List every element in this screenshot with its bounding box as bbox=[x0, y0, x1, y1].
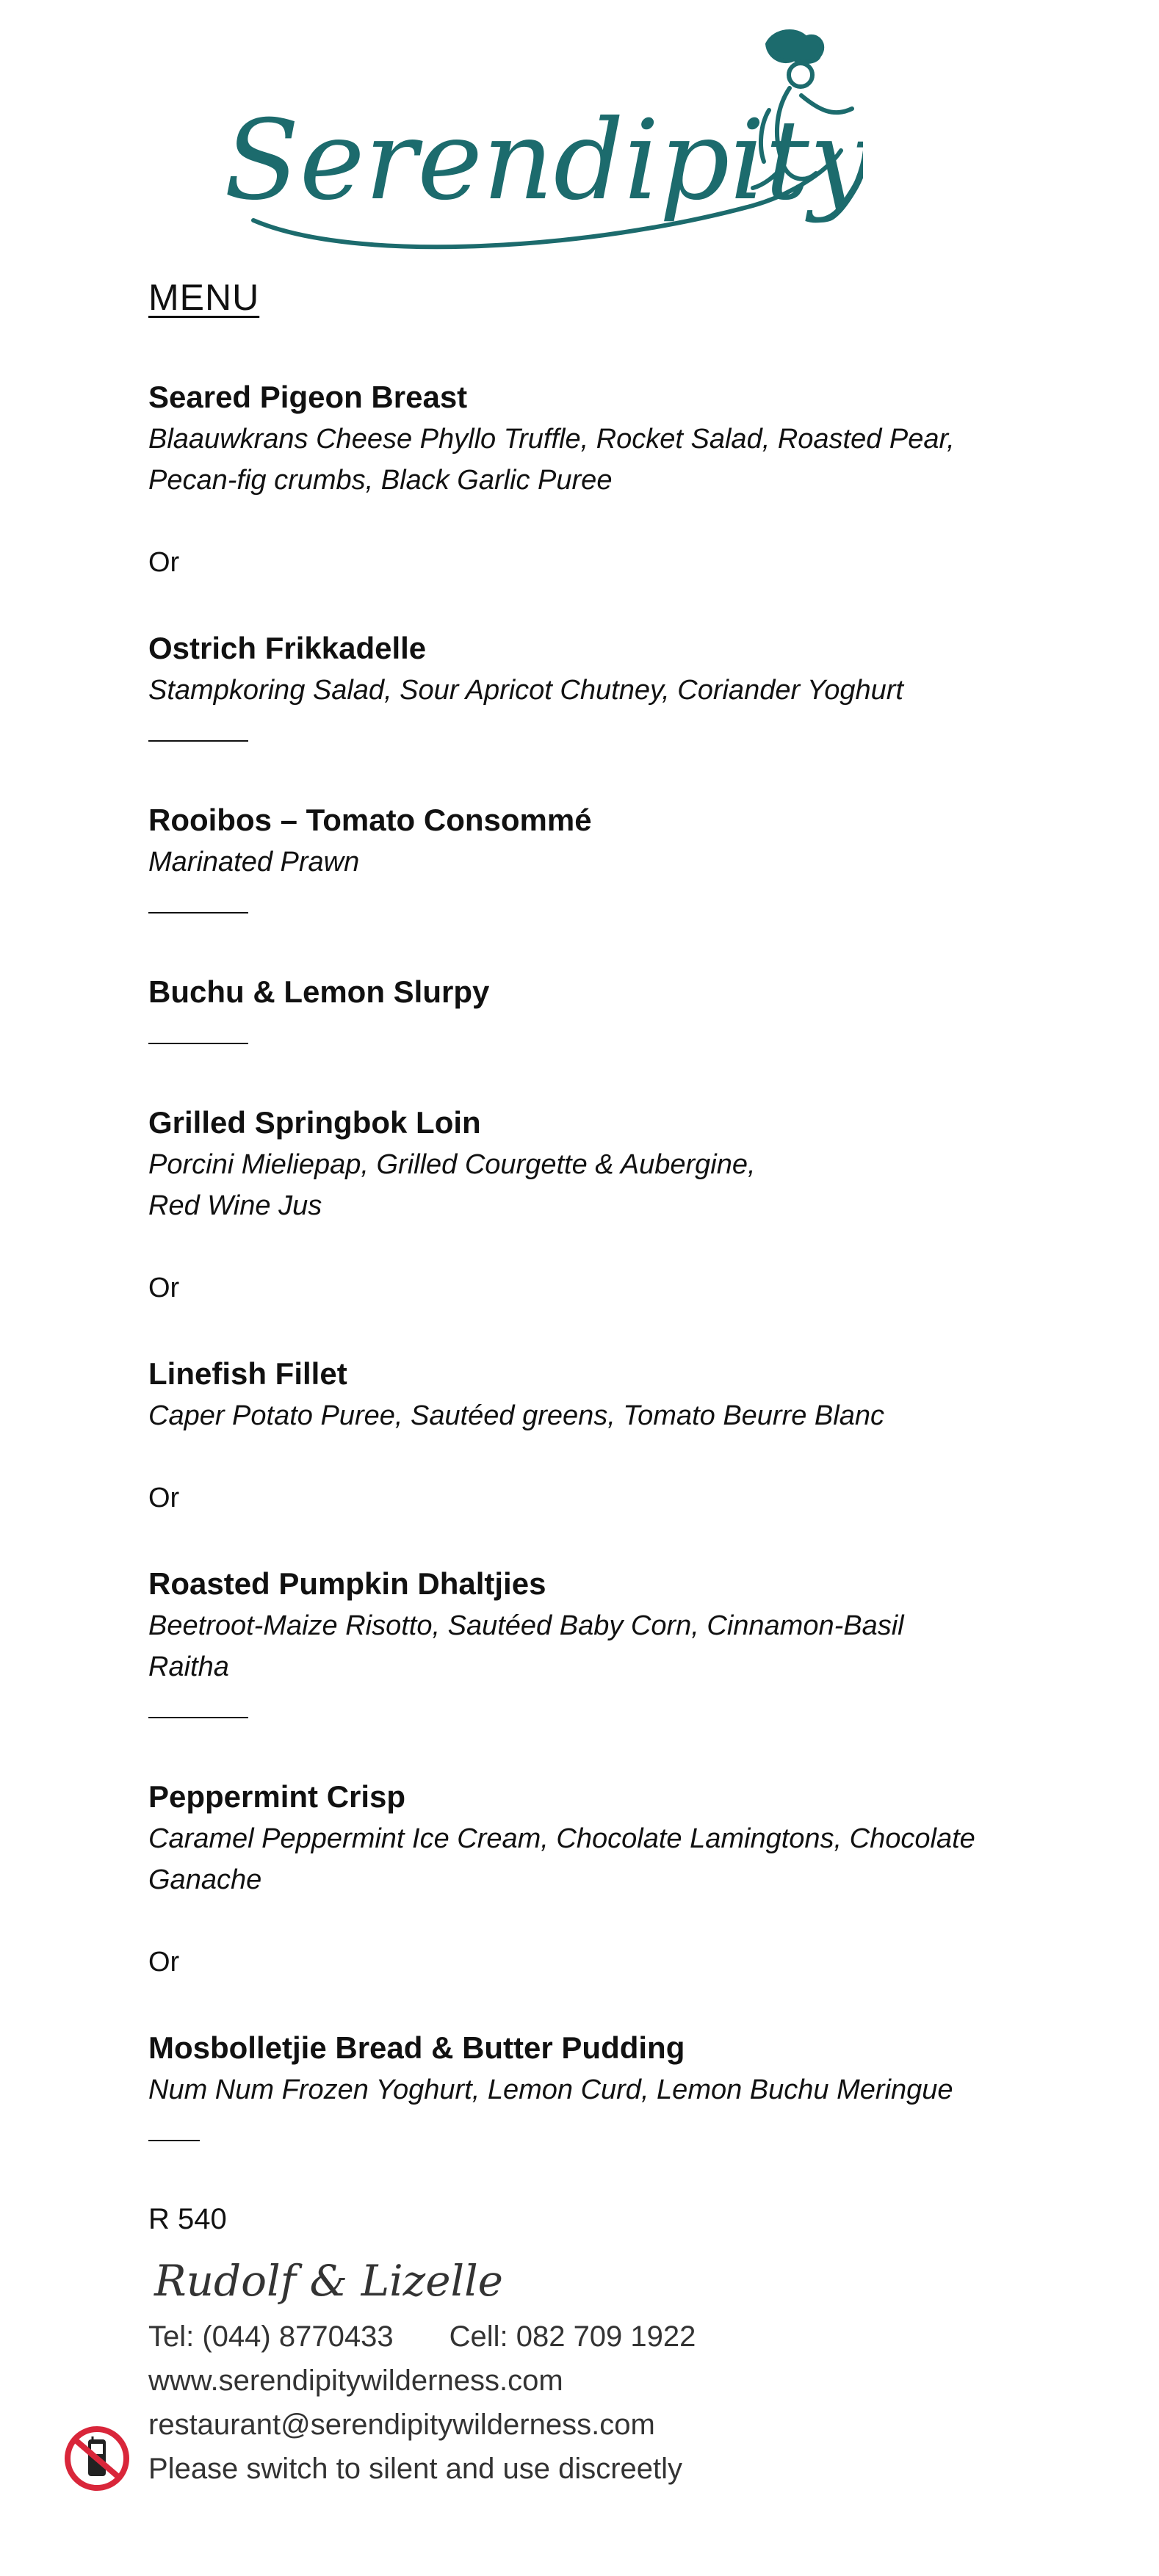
course-separator bbox=[148, 740, 248, 742]
dish-name: Buchu & Lemon Slurpy bbox=[148, 974, 490, 1009]
dish-description: Num Num Frozen Yoghurt, Lemon Curd, Lemon Buchu Meringue bbox=[148, 2074, 953, 2105]
dish-name: Linefish Fillet bbox=[148, 1356, 347, 1391]
dish-description: Red Wine Jus bbox=[148, 1190, 322, 1221]
menu-heading: MENU bbox=[148, 277, 260, 318]
dish-description: Marinated Prawn bbox=[148, 847, 360, 878]
serendipity-logo bbox=[209, 22, 863, 272]
or-label: Or bbox=[148, 1273, 180, 1303]
course-separator bbox=[148, 2140, 200, 2141]
dish-description: Caper Potato Puree, Sautéed greens, Tomato Beurre Blanc bbox=[148, 1400, 884, 1431]
dish-description: Blaauwkrans Cheese Phyllo Truffle, Rocket Salad, Roasted Pear, bbox=[148, 424, 955, 455]
no-cellphone-icon bbox=[63, 2425, 131, 2492]
website-link[interactable]: www.serendipitywilderness.com bbox=[148, 2365, 563, 2397]
dish-name: Grilled Springbok Loin bbox=[148, 1105, 481, 1140]
dish-name: Ostrich Frikkadelle bbox=[148, 631, 427, 665]
or-label: Or bbox=[148, 547, 180, 578]
dish-description: Beetroot-Maize Risotto, Sautéed Baby Corn, Cinnamon-Basil bbox=[148, 1610, 904, 1641]
dish-description: Pecan-fig crumbs, Black Garlic Puree bbox=[148, 465, 613, 496]
signature-graphic bbox=[148, 2246, 560, 2319]
signature-text: Rudolf & Lizelle bbox=[154, 2256, 503, 2306]
dish-description: Raitha bbox=[148, 1651, 229, 1682]
dish-description: Caramel Peppermint Ice Cream, Chocolate Lamingtons, Chocolate bbox=[148, 1823, 975, 1854]
serendipity-logo-graphic bbox=[209, 22, 863, 272]
course-separator bbox=[148, 1043, 248, 1044]
or-label: Or bbox=[148, 1947, 180, 1978]
dish-description: Stampkoring Salad, Sour Apricot Chutney, Coriander Yoghurt bbox=[148, 675, 903, 706]
contact-block bbox=[148, 2315, 696, 2491]
course-separator bbox=[148, 912, 248, 913]
phone-notice: Please switch to silent and use discreetly bbox=[148, 2453, 683, 2485]
logo-wordmark: Serendipity bbox=[224, 97, 863, 225]
phone-row bbox=[148, 2315, 696, 2359]
menu-body bbox=[148, 376, 1066, 2240]
dish-description: Ganache bbox=[148, 1864, 262, 1895]
dish-name: Roasted Pumpkin Dhaltjies bbox=[148, 1566, 546, 1601]
dish-name: Peppermint Crisp bbox=[148, 1779, 406, 1814]
course-separator bbox=[148, 1717, 248, 1718]
menu-price: R 540 bbox=[148, 2203, 227, 2235]
chef-signature bbox=[148, 2246, 560, 2319]
dish-description: Porcini Mieliepap, Grilled Courgette & Aubergine, bbox=[148, 1149, 756, 1180]
or-label: Or bbox=[148, 1483, 180, 1513]
cellphone: Cell: 082 709 1922 bbox=[449, 2320, 696, 2353]
dish-name: Mosbolletjie Bread & Butter Pudding bbox=[148, 2030, 685, 2065]
email-link[interactable]: restaurant@serendipitywilderness.com bbox=[148, 2409, 655, 2441]
telephone: Tel: (044) 8770433 bbox=[148, 2320, 394, 2353]
dish-name: Seared Pigeon Breast bbox=[148, 380, 468, 414]
dish-name: Rooibos – Tomato Consommé bbox=[148, 803, 592, 837]
